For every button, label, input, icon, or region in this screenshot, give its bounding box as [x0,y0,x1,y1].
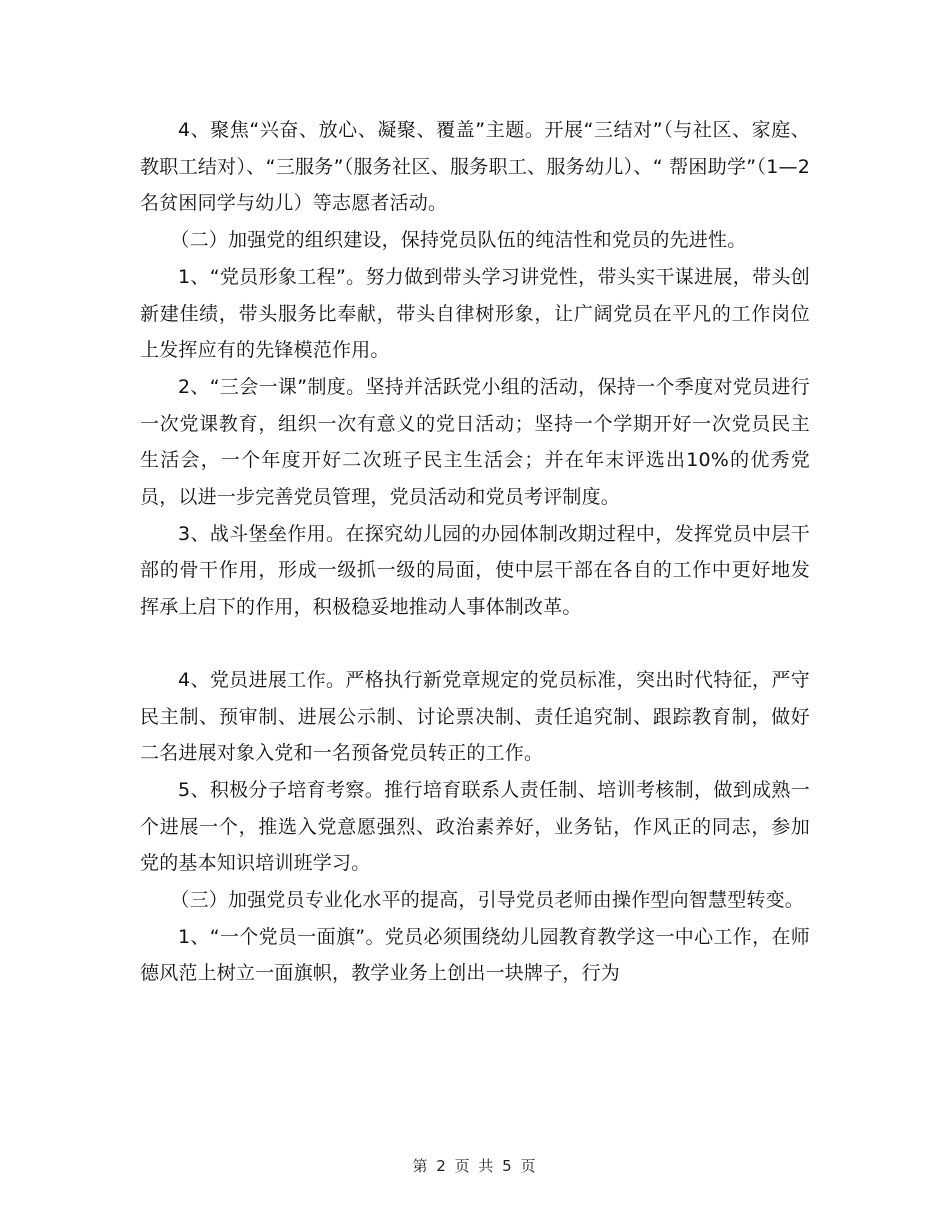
section-heading-3: （三）加强党员专业化水平的提高，引导党员老师由操作型向智慧型转变。 [170,889,804,912]
page-number-footer: 第 2 页 共 5 页 [412,1157,538,1175]
paragraph-1-one-flag: 1、“一个党员一面旗”。党员必须围绕幼儿园教育教学这一中心工作，在师德风范上树立一面旗帜，教学业务上创出一块牌子，行为 [140,925,810,985]
section-heading-2: （二）加强党的组织建设，保持党员队伍的纯洁性和党员的先进性。 [170,229,747,252]
document-body [140,112,810,992]
paragraph-4-volunteer: 4、聚焦“兴奋、放心、凝聚、覆盖”主题。开展“三结对”（与社区、家庭、教职工结对）、“三服务”（服务社区、服务职工、服务幼儿）、“ 帮困助学”（1—2名贫困同学与幼儿）等志愿者活动。 [140,119,810,215]
paragraph-3-fortress-role: 3、战斗堡垒作用。在探究幼儿园的办园体制改期过程中，发挥党员中层干部的骨干作用，形成一级抓一级的局面，使中层干部在各自的工作中更好地发挥承上启下的作用，积极稳妥地推动人事体制改革。 [140,522,810,619]
paragraph-5-activist-training: 5、积极分子培育考察。推行培育联系人责任制、培训考核制，做到成熟一个进展一个，推选入党意愿强烈、政治素养好，业务钻，作风正的同志，参加党的基本知识培训班学习。 [140,778,810,875]
paragraph-4-development-work: 4、党员进展工作。严格执行新党章规定的党员标准，突出时代特征，严守民主制、预审制、进展公示制、讨论票决制、责任追究制、跟踪教育制，做好二名进展对象入党和一名预备党员转正的工作。 [140,668,810,765]
paragraph-1-image-project: 1、“党员形象工程”。努力做到带头学习讲党性，带头实干谋进展，带头创新建佳绩，带头服务比奉献，带头自律树形象，让广阔党员在平凡的工作岗位上发挥应有的先锋模范作用。 [140,265,810,362]
paragraph-2-meeting-system: 2、“三会一课”制度。坚持并活跃党小组的活动，保持一个季度对党员进行一次党课教育，组织一次有意义的党日活动；坚持一个学期开好一次党员民主生活会，一个年度开好二次班子民主生活会；并在年末评选出10%的优秀党员，以进一步完善党员管理，党员活动和党员考评制度。 [140,375,810,509]
